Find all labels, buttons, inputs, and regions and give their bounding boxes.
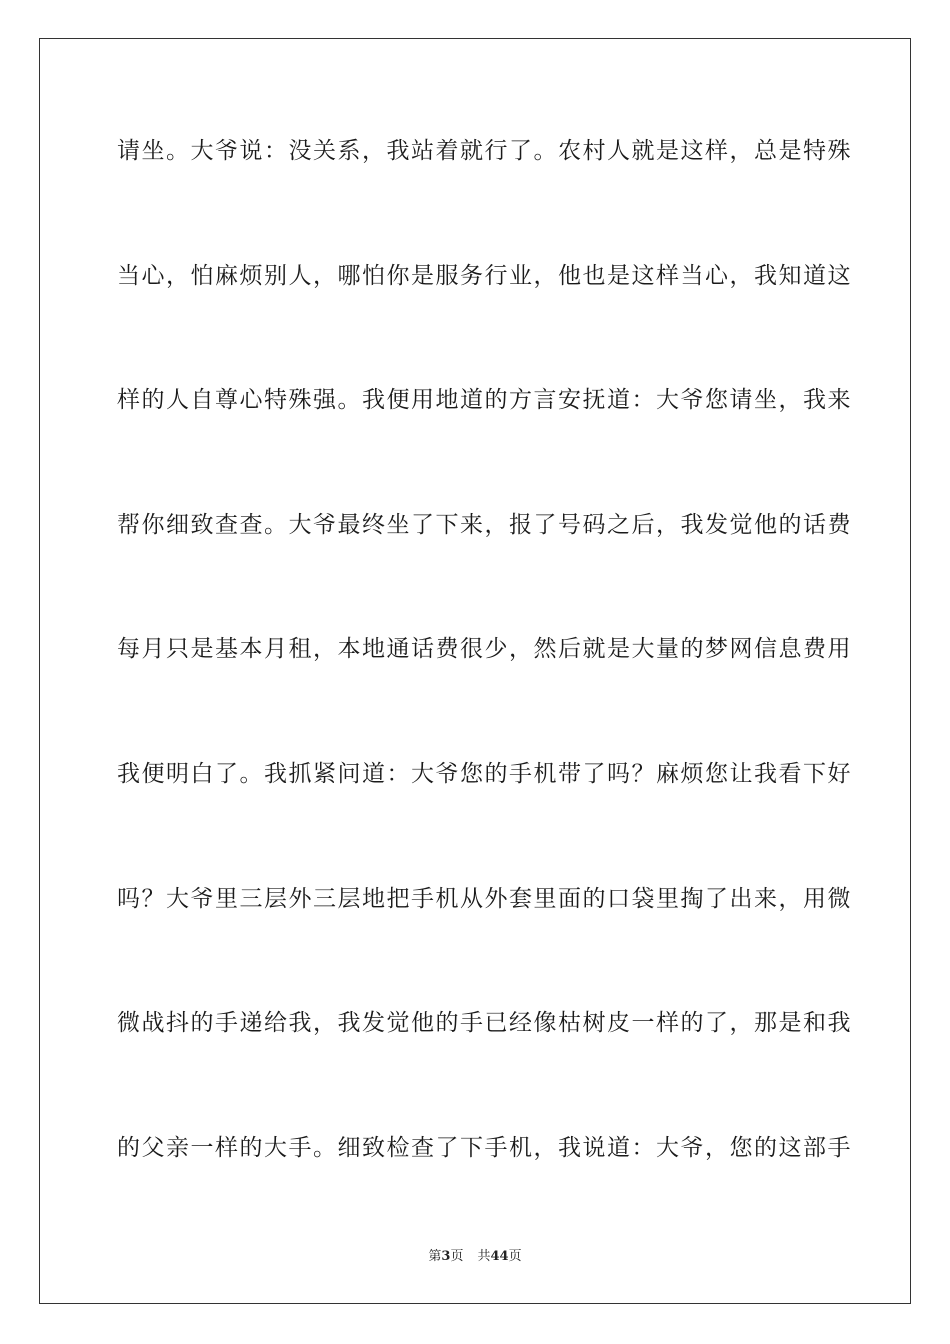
text-line-8: 微战抖的手递给我，我发觉他的手已经像枯树皮一样的了，那是和我	[117, 1010, 852, 1037]
page-suffix: 页	[450, 1249, 464, 1264]
total-pages: 44	[490, 1249, 509, 1264]
document-body	[117, 128, 852, 1249]
text-line-5: 每月只是基本月租，本地通话费很少，然后就是大量的梦网信息费用	[117, 636, 852, 663]
page-number: 3	[441, 1249, 451, 1264]
text-line-4: 帮你细致查查。大爷最终坐了下来，报了号码之后，我发觉他的话费	[117, 511, 852, 538]
total-prefix: 共	[477, 1249, 491, 1264]
text-line-7: 吗？大爷里三层外三层地把手机从外套里面的口袋里掏了出来，用微	[117, 885, 852, 912]
text-line-6: 我便明白了。我抓紧问道：大爷您的手机带了吗？麻烦您让我看下好	[117, 760, 852, 787]
page-footer	[0, 1248, 950, 1266]
page-prefix: 第	[428, 1249, 442, 1264]
text-line-9: 的父亲一样的大手。细致检查了下手机，我说道：大爷，您的这部手	[117, 1134, 852, 1161]
text-line-2: 当心，怕麻烦别人，哪怕你是服务行业，他也是这样当心，我知道这	[117, 262, 852, 289]
text-line-1: 请坐。大爷说：没关系，我站着就行了。农村人就是这样，总是特殊	[117, 138, 852, 164]
total-suffix: 页	[508, 1249, 522, 1264]
text-line-3: 样的人自尊心特殊强。我便用地道的方言安抚道：大爷您请坐，我来	[117, 387, 852, 414]
